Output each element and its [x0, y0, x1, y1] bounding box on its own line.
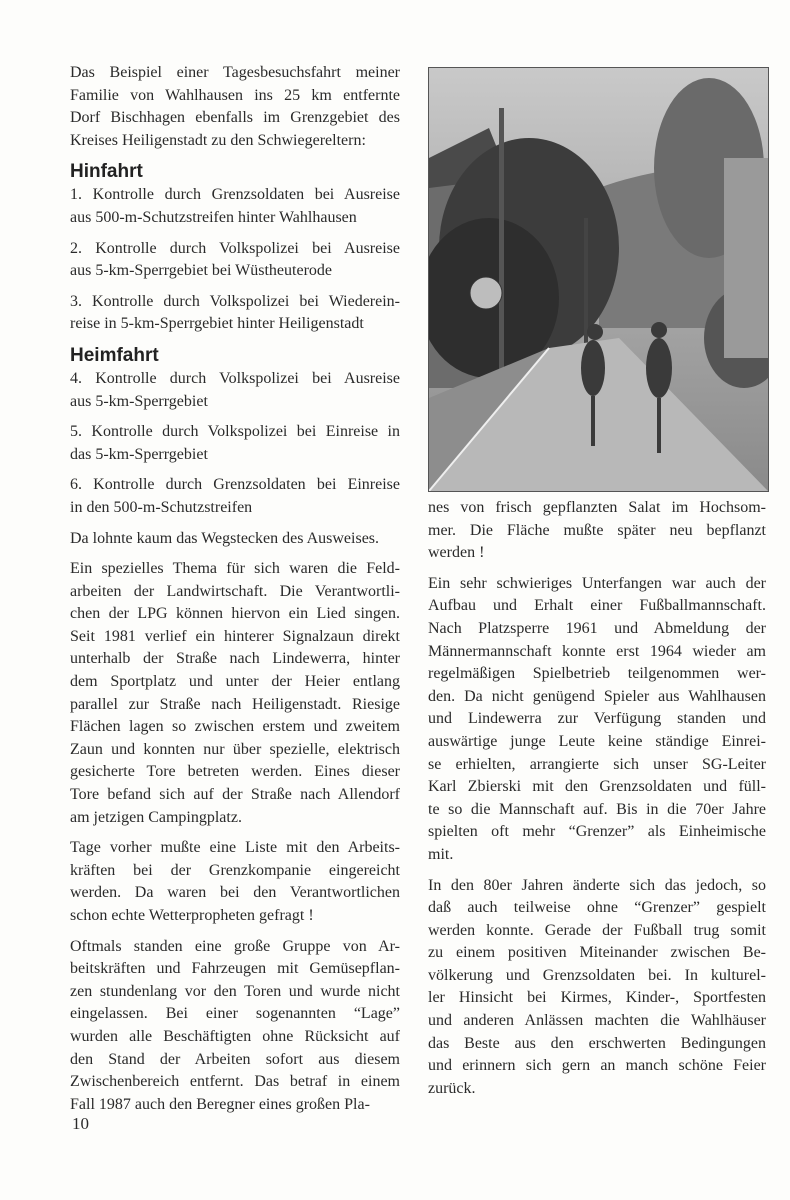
- text-line: Dorf Bischhagen ebenfalls im Grenzgebiet des: [70, 109, 400, 127]
- heading-hinfahrt: Hinfahrt: [70, 161, 143, 183]
- text-line: und Lindewerra zur Verfügung standen und: [428, 710, 766, 728]
- text-line: Kreises Heiligenstadt zu den Schwiegereltern:: [70, 131, 366, 149]
- text-line: mer. Die Fläche mußte später neu bepflanzt: [428, 521, 766, 539]
- text-line: unterhalb der Straße nach Lindewerra, hinter: [70, 650, 400, 668]
- text-line: Ein sehr schwieriges Unterfangen war auch der: [428, 574, 766, 592]
- text-line: mit.: [428, 845, 454, 863]
- text-line: den Stand der Arbeiten sofort aus diesem: [70, 1050, 400, 1068]
- text-line: Karl Zbierski mit den Grenzsoldaten und füll-: [428, 778, 766, 796]
- text-line: Zaun und konnten nur über spezielle, elektrisch: [70, 740, 400, 758]
- text-line: gesicherte Tore betreten werden. Eines dieser: [70, 763, 400, 781]
- text-line: 4. Kontrolle durch Volkspolizei bei Ausreise: [70, 369, 400, 387]
- text-line: Seit 1981 verlief ein hinterer Signalzaun direkt: [70, 627, 400, 645]
- text-line: Zwischenbereich entfernt. Das betraf in einem: [70, 1073, 400, 1091]
- text-line: zen stundenlang vor den Toren und wurde nicht: [70, 982, 400, 1000]
- body-paragraph: [428, 497, 766, 565]
- checkpoint-item: [70, 184, 400, 229]
- text-line: eingelassen. Bei einer sogenannten “Lage”: [70, 1005, 400, 1023]
- text-line: se erhielten, arrangierte sich unser SG-Leiter: [428, 755, 766, 773]
- text-line: Ein spezielles Thema für sich waren die Feld-: [70, 560, 400, 578]
- right-column: [428, 497, 766, 1108]
- text-line: werden. Da waren bei den Verantwortlichen: [70, 884, 400, 902]
- text-line: schon echte Wetterpropheten gefragt !: [70, 907, 314, 924]
- text-line: beitskräften und Fahrzeugen mit Gemüsepflan-: [70, 960, 400, 978]
- text-line: reise in 5-km-Sperrgebiet hinter Heiligenstadt: [70, 315, 364, 333]
- intro-paragraph: [70, 62, 400, 152]
- text-line: Oftmals standen eine große Gruppe von Ar-: [70, 937, 400, 955]
- text-line: arbeiten der Landwirtschaft. Die Verantwortli-: [70, 582, 400, 600]
- text-line: 6. Kontrolle durch Grenzsoldaten bei Einreise: [70, 476, 400, 494]
- text-line: Da lohnte kaum das Wegstecken des Ausweises.: [70, 529, 380, 547]
- text-line: das 5-km-Sperrgebiet: [70, 445, 208, 463]
- text-line: In den 80er Jahren änderte sich das jedoch, so: [428, 876, 766, 894]
- checkpoint-item: [70, 368, 400, 413]
- text-line: das Beste aus den erschwerten Bedingungen: [428, 1034, 766, 1052]
- text-line: parallel zur Straße nach Heiligenstadt. Riesige: [70, 695, 400, 713]
- left-column: [70, 62, 400, 1124]
- text-line: Fall 1987 auch den Beregner eines großen Pla-: [70, 1095, 370, 1113]
- text-line: Das Beispiel einer Tagesbesuchsfahrt meiner: [70, 64, 400, 81]
- text-line: Männermannschaft konnte erst 1964 wieder am: [428, 642, 766, 660]
- text-line: zu einem positiven Miteinander zwischen Be-: [428, 944, 766, 962]
- text-line: Tage vorher mußte eine Liste mit den Arbeits-: [70, 839, 400, 857]
- text-line: auswärtige junge Leute keine ständige Einrei-: [428, 732, 766, 750]
- text-line: Aufbau und Erhalt einer Fußballmannschaft.: [428, 597, 766, 615]
- text-line: nes von frisch gepflanzten Salat im Hochsom-: [428, 499, 766, 516]
- text-line: in den 500-m-Schutzstreifen: [70, 498, 253, 516]
- body-paragraph: [428, 573, 766, 867]
- body-paragraph: [70, 528, 400, 551]
- text-line: ler Hinsicht bei Kirmes, Kinder-, Sportfesten: [428, 989, 766, 1007]
- text-line: 5. Kontrolle durch Volkspolizei bei Einreise in: [70, 423, 400, 441]
- text-line: aus 500-m-Schutzstreifen hinter Wahlhausen: [70, 208, 357, 226]
- text-line: und erinnern sich gern an manch schöne Feier: [428, 1057, 766, 1075]
- text-line: te so die Mannschaft auf. Bis in die 70er Jahre: [428, 800, 766, 818]
- body-paragraph: [70, 936, 400, 1117]
- text-line: aus 5-km-Sperrgebiet: [70, 392, 208, 410]
- text-line: chen der LPG können hiervon ein Lied singen.: [70, 605, 400, 623]
- text-line: daß auch teilweise ohne “Grenzer” gespielt: [428, 899, 766, 917]
- body-paragraph: [70, 837, 400, 927]
- text-line: spielten oft mehr “Grenzer” als Einheimische: [428, 823, 766, 841]
- text-line: Nach Platzsperre 1961 und Abmeldung der: [428, 619, 766, 637]
- text-line: zurück.: [428, 1079, 476, 1097]
- text-line: werden !: [428, 544, 485, 562]
- body-paragraph: [70, 558, 400, 829]
- page-number: 10: [72, 1114, 89, 1133]
- checkpoint-item: [70, 291, 400, 336]
- text-line: und anderen Anlässen machten die Wahlhäuser: [428, 1012, 766, 1030]
- body-paragraph: [428, 875, 766, 1101]
- text-line: völkerung und Grenzsoldaten bei. In kulturel-: [428, 966, 766, 984]
- text-line: dem Sportplatz und unter der Heier entlang: [70, 673, 400, 691]
- text-line: 2. Kontrolle durch Volkspolizei bei Ausreise: [70, 239, 400, 257]
- text-line: 1. Kontrolle durch Grenzsoldaten bei Ausreise: [70, 186, 400, 204]
- text-line: am jetzigen Campingplatz.: [70, 808, 242, 826]
- text-line: 3. Kontrolle durch Volkspolizei bei Wiederein-: [70, 292, 400, 310]
- text-line: Familie von Wahlhausen ins 25 km entfernte: [70, 86, 400, 104]
- text-line: aus 5-km-Sperrgebiet bei Wüstheuterode: [70, 262, 332, 280]
- text-line: kräften bei der Grenzkompanie eingereicht: [70, 861, 400, 879]
- text-line: werden konnte. Gerade der Fußball trug somit: [428, 921, 766, 939]
- text-line: Tore befand sich auf der Straße nach Allendorf: [70, 786, 400, 804]
- text-line: regelmäßigen Spielbetrieb teilgenommen wer-: [428, 665, 766, 683]
- checkpoint-item: [70, 474, 400, 519]
- text-line: den. Da nicht genügend Spieler aus Wahlhausen: [428, 687, 766, 705]
- text-line: wurden alle Beschäftigten ohne Rücksicht auf: [70, 1027, 400, 1045]
- checkpoint-item: [70, 421, 400, 466]
- heading-heimfahrt: Heimfahrt: [70, 344, 159, 366]
- text-line: Flächen lagen so zwischen erstem und zweitem: [70, 718, 400, 736]
- checkpoint-item: [70, 238, 400, 283]
- photo-border-soldiers-on-bicycles: [428, 67, 769, 492]
